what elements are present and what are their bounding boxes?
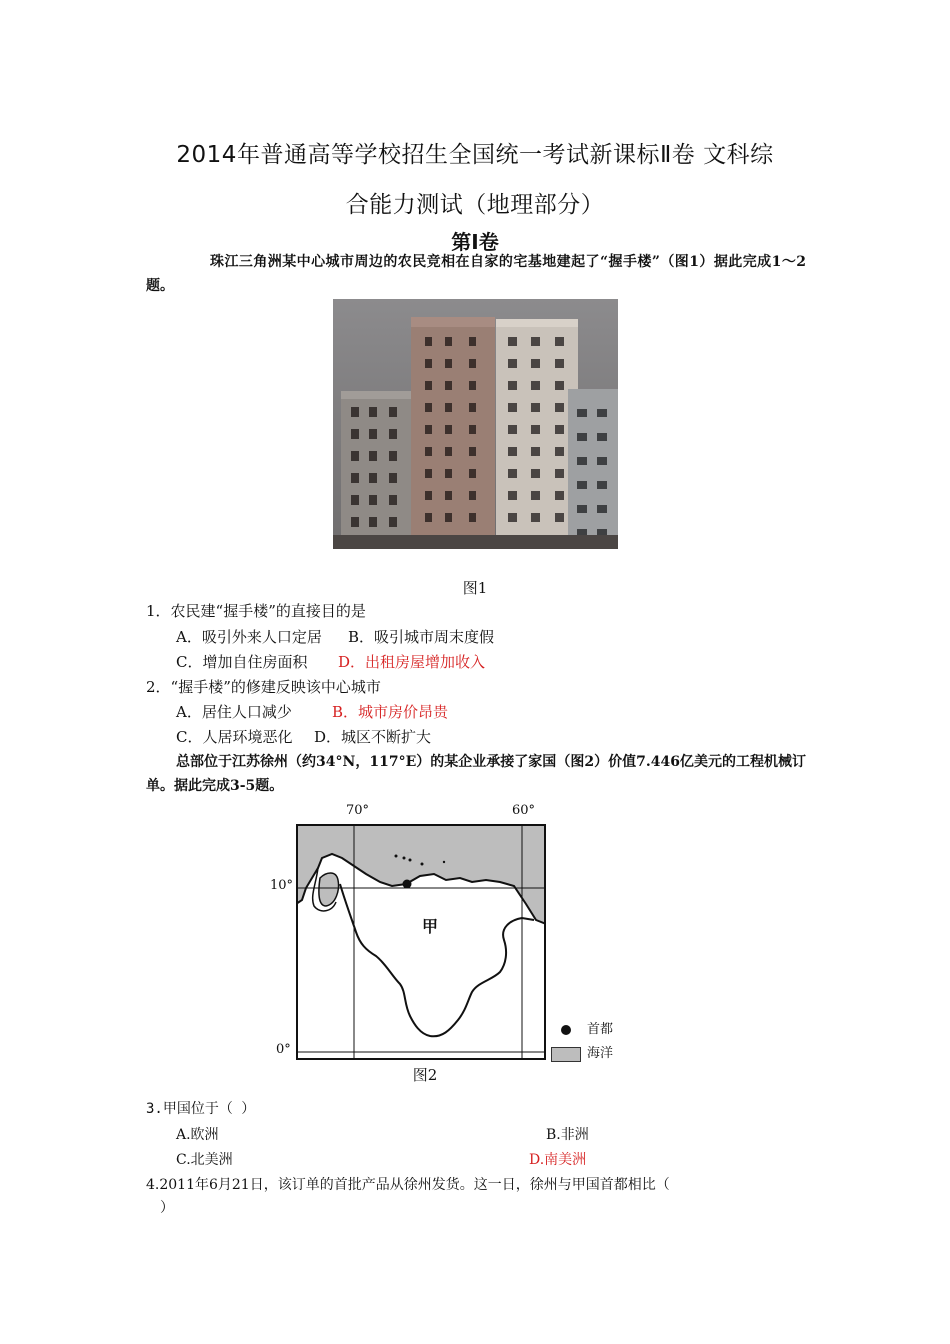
question-3-option-a: A.欧洲 — [176, 1127, 219, 1143]
question-3-option-b: B.非洲 — [546, 1127, 589, 1143]
question-4-stem: 4.2011年6月21日，该订单的首批产品从徐州发货。这一日，徐州与甲国首都相比（ — [146, 1177, 670, 1193]
question-2-option-c: C．人居环境恶化 — [176, 728, 293, 746]
venezuela-map — [296, 824, 546, 1060]
question-2-stem: 2．“握手楼”的修建反映该中心城市 — [146, 678, 381, 696]
question-2-option-a: A．居住人口减少 — [176, 703, 292, 721]
question-2-option-b-answer: B．城市房价昂贵 — [332, 703, 449, 721]
map-lon-label-60: 60° — [512, 803, 536, 818]
question-1-option-b: B．吸引城市周末度假 — [348, 628, 495, 646]
document-title-line1: 2014年普通高等学校招生全国统一考试新课标Ⅱ卷 文科综 — [176, 142, 774, 168]
question-1-option-c: C．增加自住房面积 — [176, 653, 308, 671]
capital-legend-label: 首都 — [587, 1022, 614, 1037]
question-3-option-c: C.北美洲 — [176, 1152, 233, 1168]
ocean-legend-swatch — [551, 1047, 581, 1062]
question-4-stem-continuation: ） — [160, 1200, 174, 1216]
question-1-option-a: A．吸引外来人口定居 — [176, 628, 322, 646]
capital-legend-dot — [561, 1025, 571, 1035]
question-3-option-d-answer: D.南美洲 — [529, 1152, 587, 1168]
question-3-stem: 3.甲国位于（ ） — [146, 1101, 256, 1117]
map-lon-label-70: 70° — [346, 803, 370, 818]
figure1-caption: 图1 — [462, 579, 488, 597]
question-1-stem: 1．农民建“握手楼”的直接目的是 — [146, 602, 366, 620]
document-title-line2: 合能力测试（地理部分） — [345, 192, 605, 218]
intro-paragraph-2: 总部位于江苏徐州（约34°N，117°E）的某企业承接了家国（图2）价值7.446亿美元的工程机械订单。据此完成3-5题。 — [146, 754, 806, 794]
figure2-caption: 图2 — [412, 1066, 438, 1084]
ocean-legend-label: 海洋 — [587, 1046, 614, 1061]
country-jia-label: 甲 — [422, 917, 439, 936]
map-lat-label-10: 10° — [270, 878, 294, 893]
section-heading: 第Ⅰ卷 — [451, 230, 499, 254]
map-lat-label-0: 0° — [276, 1042, 291, 1057]
handshake-buildings-photo — [333, 299, 618, 549]
question-1-option-d-answer: D．出租房屋增加收入 — [338, 653, 486, 671]
intro-paragraph-1: 珠江三角洲某中心城市周边的农民竞相在自家的宅基地建起了“握手楼”（图1）据此完成1～2题。 — [146, 254, 806, 294]
question-2-option-d: D．城区不断扩大 — [314, 728, 432, 746]
